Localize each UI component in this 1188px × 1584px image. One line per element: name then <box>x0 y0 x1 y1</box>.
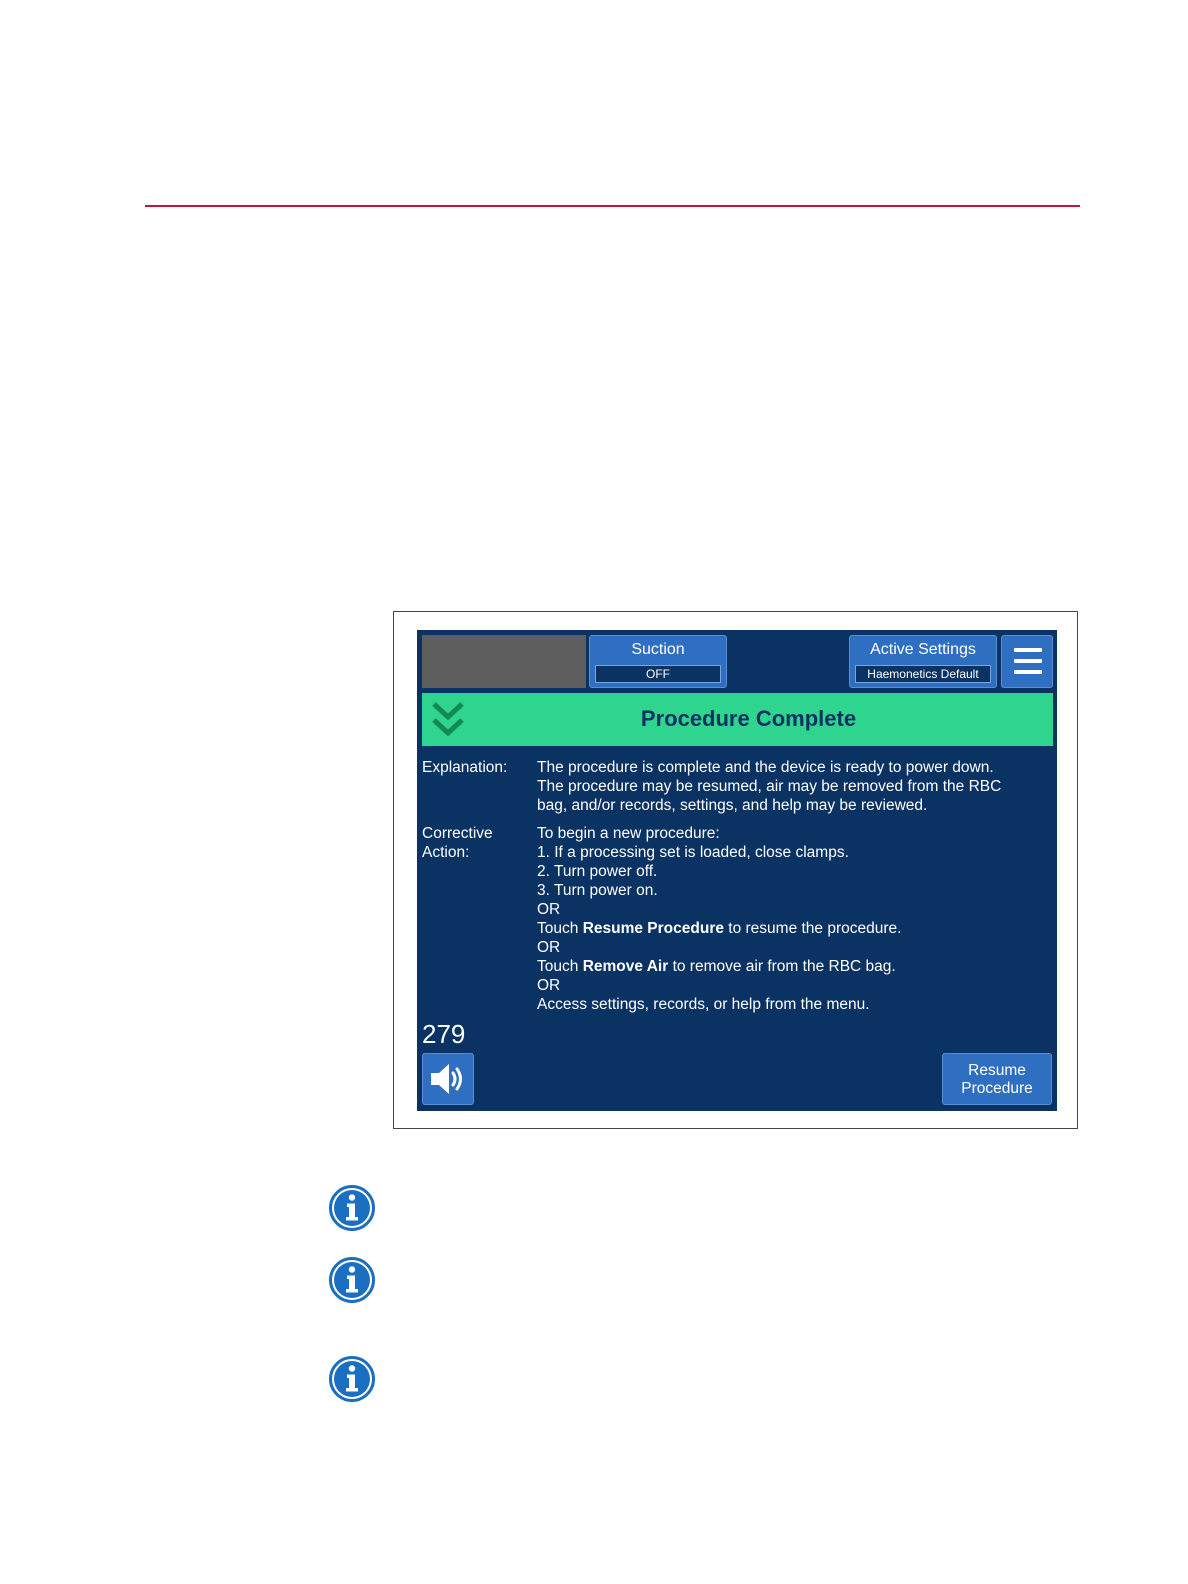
corrective-step: 2. Turn power off. <box>537 863 658 880</box>
resume-instruction <box>537 919 1049 938</box>
touch-word: Touch <box>537 958 579 975</box>
corrective-step: 1. If a processing set is loaded, close clamps. <box>537 844 849 861</box>
remove-air-keyword: Remove Air <box>582 958 669 975</box>
hamburger-menu-icon <box>1014 648 1042 652</box>
corrective-intro: To begin a new procedure: <box>537 825 720 842</box>
info-icon <box>329 1257 375 1303</box>
hamburger-menu-icon-bar <box>1014 670 1042 674</box>
corrective-text <box>537 824 1049 1014</box>
active-settings-button[interactable] <box>849 635 997 688</box>
or-text: OR <box>537 901 561 918</box>
touch-word: Touch <box>537 920 579 937</box>
or-text: OR <box>537 939 561 956</box>
explanation-line: The procedure may be resumed, air may be removed from the RBC <box>537 778 1002 795</box>
explanation-line: The procedure is complete and the device is ready to power down. <box>537 759 994 776</box>
remove-air-instruction <box>537 957 1049 976</box>
resume-keyword: Resume Procedure <box>582 920 724 937</box>
resume-button-line: Procedure <box>961 1080 1033 1097</box>
corrective-step: 3. Turn power on. <box>537 882 658 899</box>
access-instruction: Access settings, records, or help from the menu. <box>537 996 870 1013</box>
info-icon <box>329 1356 375 1402</box>
active-settings-value: Haemonetics Default <box>855 665 991 683</box>
explanation-line: bag, and/or records, settings, and help may be reviewed. <box>537 797 928 814</box>
corrective-label-line: Action: <box>422 844 470 861</box>
info-icon <box>329 1185 375 1231</box>
volume-button[interactable] <box>422 1053 474 1105</box>
active-settings-label: Active Settings <box>870 641 976 658</box>
resume-procedure-button[interactable] <box>942 1053 1052 1105</box>
resume-button-line: Resume <box>968 1062 1026 1079</box>
menu-button[interactable] <box>1001 635 1053 688</box>
device-screen <box>417 630 1057 1111</box>
screen-number: 279 <box>422 1019 466 1049</box>
resume-rest: to resume the procedure. <box>728 920 902 937</box>
corrective-label <box>422 824 493 862</box>
suction-value: OFF <box>595 665 721 683</box>
explanation-text <box>537 758 1049 815</box>
speaker-icon <box>429 1062 467 1096</box>
corrective-label-line: Corrective <box>422 825 493 842</box>
status-area <box>422 635 586 688</box>
suction-button[interactable] <box>589 635 727 688</box>
suction-label: Suction <box>631 641 685 658</box>
header-divider <box>145 205 1080 207</box>
procedure-banner <box>422 693 1053 746</box>
or-text: OR <box>537 977 561 994</box>
hamburger-menu-icon-bar <box>1014 659 1042 663</box>
banner-title: Procedure Complete <box>640 706 857 731</box>
remove-air-rest: to remove air from the RBC bag. <box>672 958 896 975</box>
explanation-label: Explanation: <box>422 759 508 776</box>
